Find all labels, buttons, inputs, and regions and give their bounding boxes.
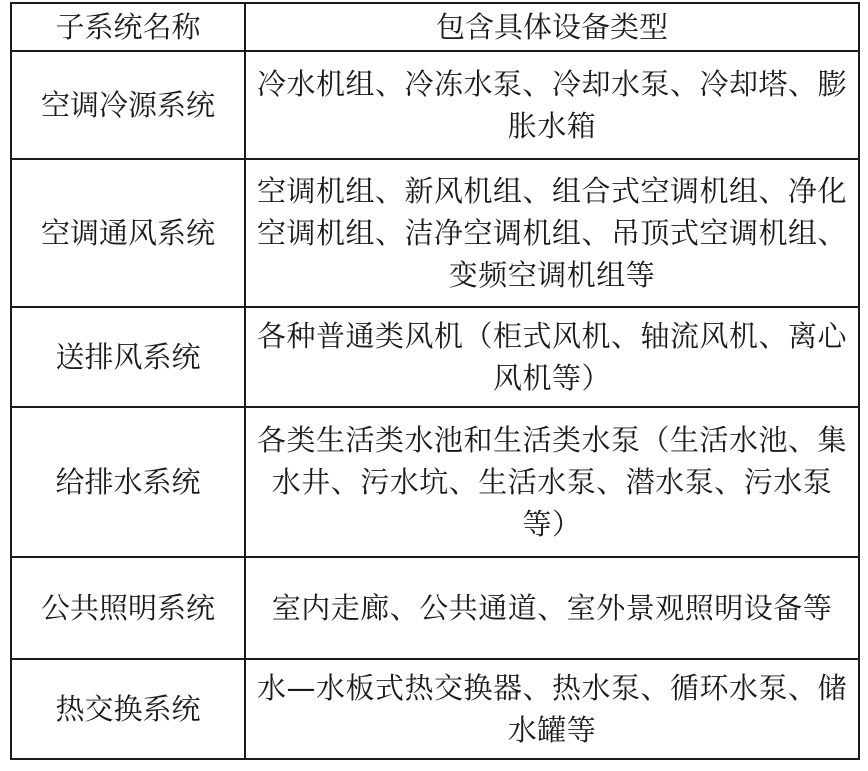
table-row (11, 51, 859, 159)
table-header-row (11, 3, 859, 51)
equipment-types-cell: 各种普通类风机（柜式风机、轴流风机、离心风机等） (245, 307, 859, 407)
equipment-types-cell: 水—水板式热交换器、热水泵、循环水泵、储水罐等 (245, 659, 859, 759)
equipment-types-cell: 各类生活类水池和生活类水泵（生活水池、集水井、污水坑、生活水泵、潜水泵、污水泵等） (245, 407, 859, 557)
header-equipment-types: 包含具体设备类型 (245, 3, 859, 51)
subsystem-table-wrapper (10, 2, 860, 760)
header-subsystem-name: 子系统名称 (11, 3, 245, 51)
equipment-types-cell: 室内走廊、公共通道、室外景观照明设备等 (245, 557, 859, 659)
equipment-types-cell: 空调机组、新风机组、组合式空调机组、净化空调机组、洁净空调机组、吊顶式空调机组、变频空调机组等 (245, 159, 859, 307)
subsystem-name-cell: 空调冷源系统 (11, 51, 245, 159)
subsystem-name-cell: 空调通风系统 (11, 159, 245, 307)
equipment-types-cell: 冷水机组、冷冻水泵、冷却水泵、冷却塔、膨胀水箱 (245, 51, 859, 159)
table-row (11, 659, 859, 759)
subsystem-name-cell: 公共照明系统 (11, 557, 245, 659)
subsystem-equipment-table (10, 2, 860, 760)
table-row (11, 557, 859, 659)
subsystem-name-cell: 送排风系统 (11, 307, 245, 407)
subsystem-name-cell: 热交换系统 (11, 659, 245, 759)
table-row (11, 159, 859, 307)
subsystem-name-cell: 给排水系统 (11, 407, 245, 557)
table-row (11, 307, 859, 407)
table-row (11, 407, 859, 557)
